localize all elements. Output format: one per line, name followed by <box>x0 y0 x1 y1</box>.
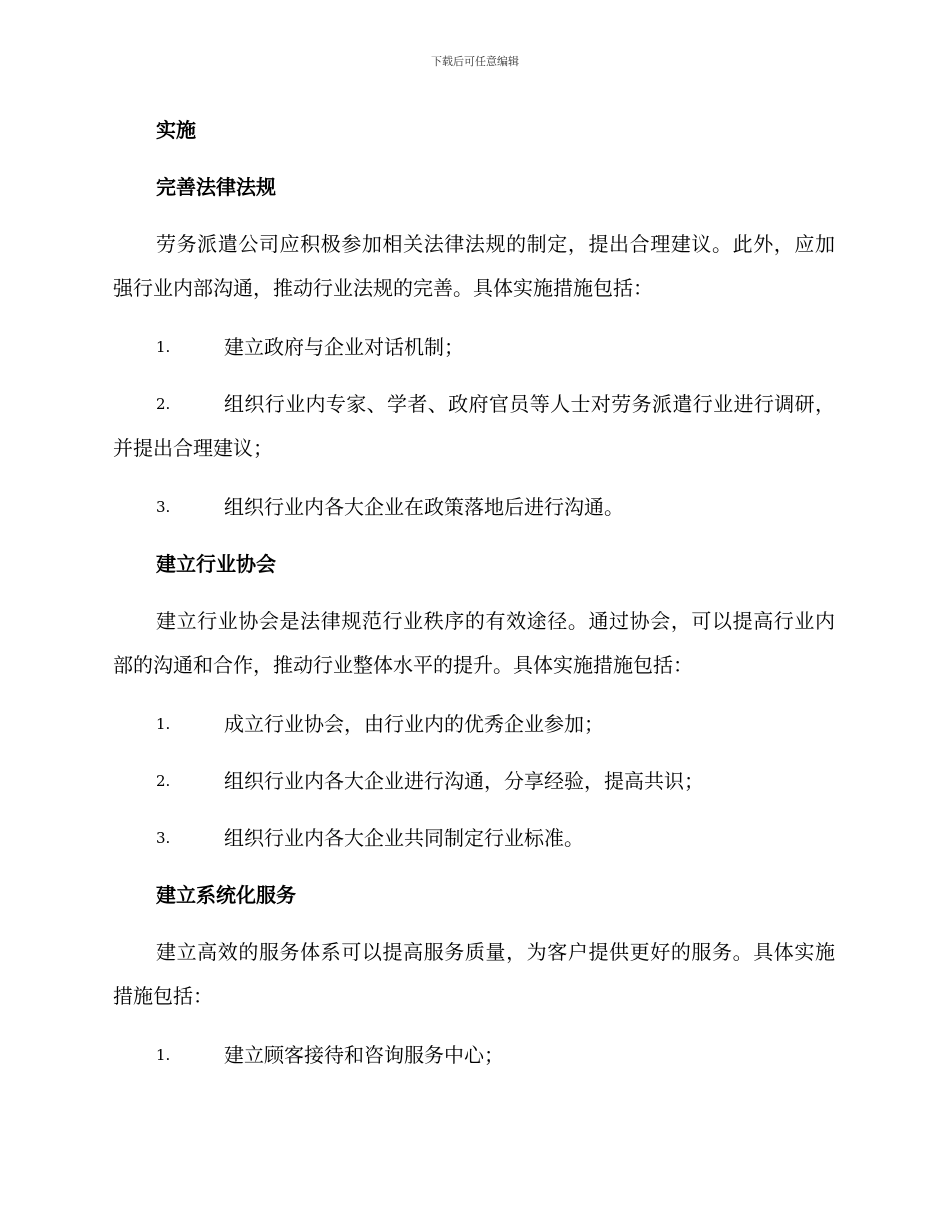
section-intro-paragraph: 建立高效的服务体系可以提高服务质量，为客户提供更好的服务。具体实施措施包括： <box>113 940 835 1008</box>
list-item-number: 2. <box>156 772 171 790</box>
section-heading: 建立行业协会 <box>156 552 276 576</box>
list-item-text: 建立政府与企业对话机制； <box>224 335 464 359</box>
section-intro-paragraph: 劳务派遣公司应积极参加相关法律法规的制定，提出合理建议。此外，应加强行业内部沟通，推动行业法规的完善。具体实施措施包括： <box>113 232 835 300</box>
list-item <box>113 485 835 529</box>
section-heading: 建立系统化服务 <box>156 883 296 907</box>
list-item-number: 1. <box>156 715 171 733</box>
page-header-note: 下载后可任意编辑 <box>431 55 519 68</box>
list-item-number: 1. <box>156 338 171 356</box>
list-item <box>113 382 835 470</box>
list-item <box>113 325 835 369</box>
list-item-number: 1. <box>156 1046 171 1064</box>
list-item-text: 组织行业内各大企业进行沟通，分享经验，提高共识； <box>224 769 704 793</box>
document-title: 实施 <box>156 118 196 142</box>
list-item-text: 建立顾客接待和咨询服务中心； <box>224 1043 504 1067</box>
list-item-text: 组织行业内专家、学者、政府官员等人士对劳务派遣行业进行调研，并提出合理建议； <box>113 392 835 460</box>
list-item-text: 成立行业协会，由行业内的优秀企业参加； <box>224 712 604 736</box>
section-intro-paragraph: 建立行业协会是法律规范行业秩序的有效途径。通过协会，可以提高行业内部的沟通和合作，推动行业整体水平的提升。具体实施措施包括： <box>113 609 835 677</box>
list-item-number: 3. <box>156 498 171 516</box>
list-item-text: 组织行业内各大企业共同制定行业标准。 <box>224 826 584 850</box>
list-item <box>113 759 835 803</box>
list-item-number: 3. <box>156 829 171 847</box>
list-item-text: 组织行业内各大企业在政策落地后进行沟通。 <box>224 495 624 519</box>
list-item-number: 2. <box>156 395 171 413</box>
list-item <box>113 816 835 860</box>
list-item <box>113 1033 835 1077</box>
section-heading: 完善法律法规 <box>156 175 276 199</box>
list-item <box>113 702 835 746</box>
